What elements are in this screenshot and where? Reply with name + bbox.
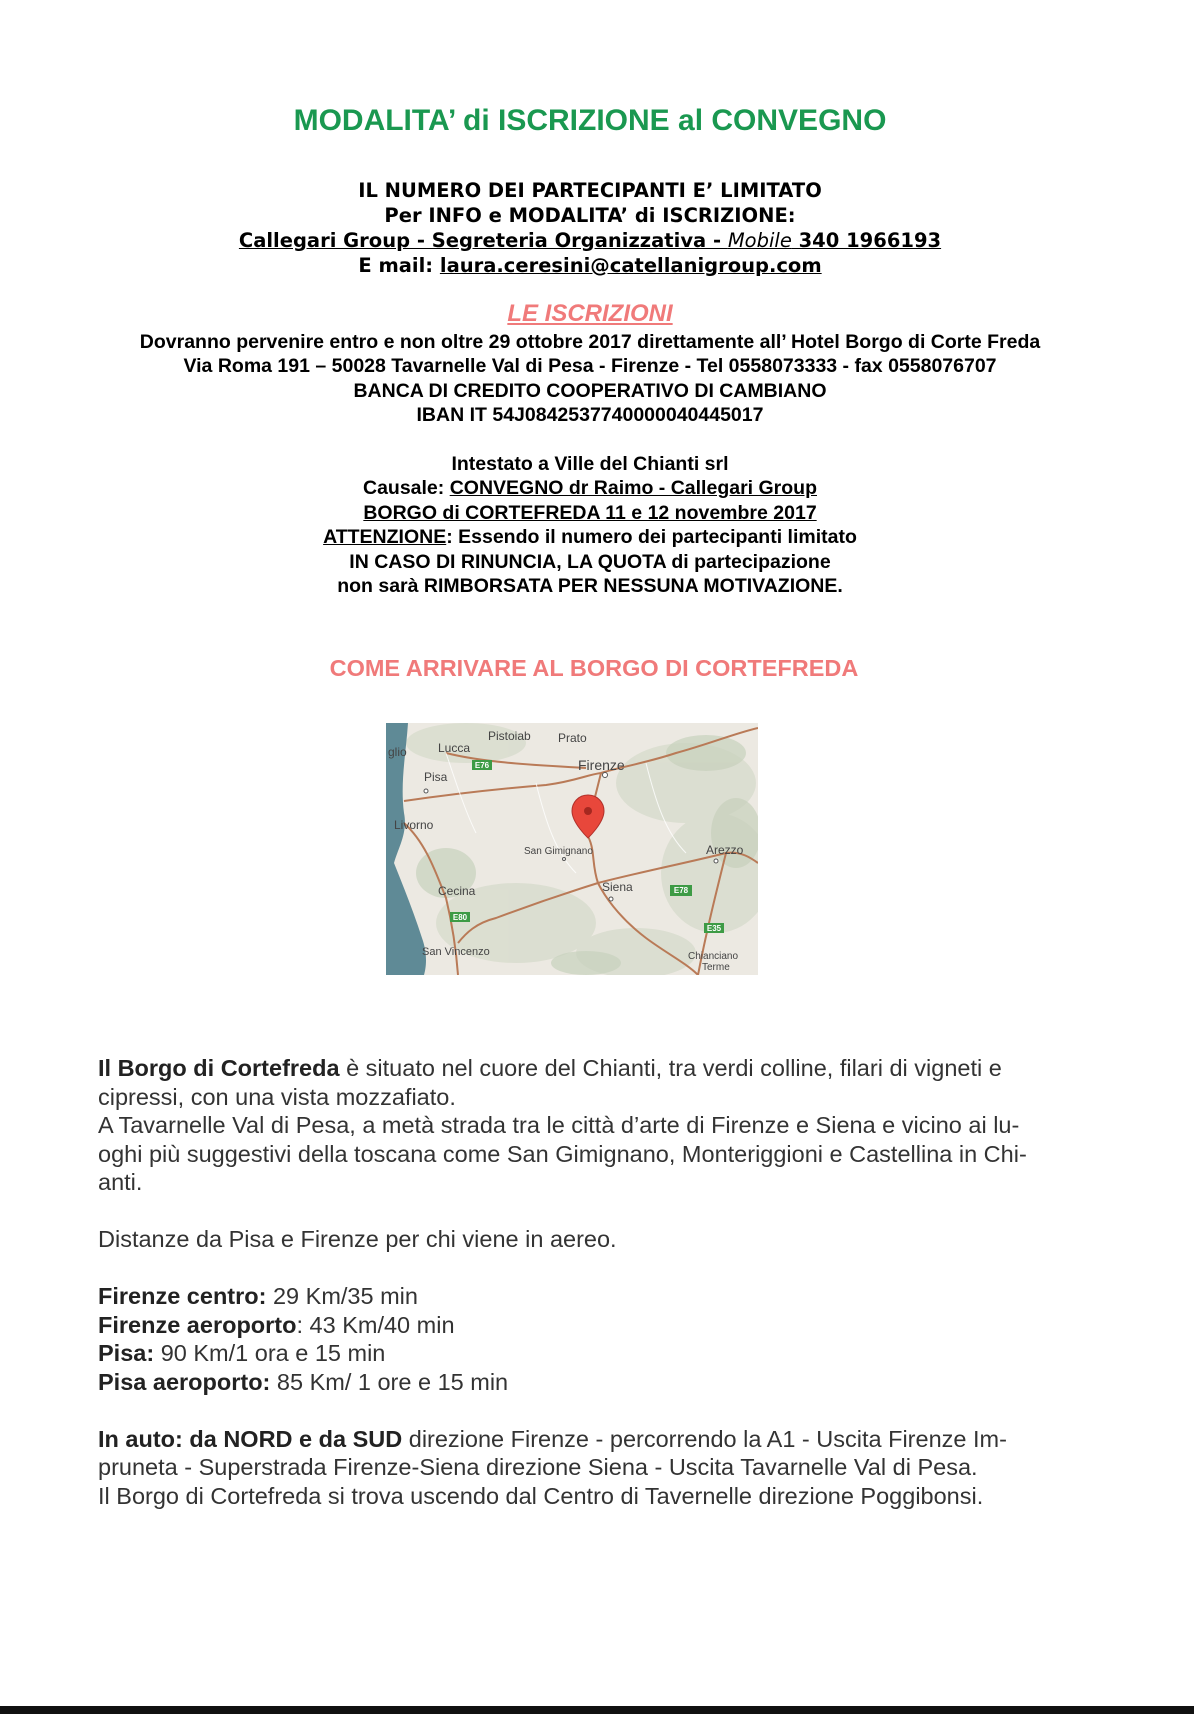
intro-text: è situato nel cuore del Chianti, tra verdi colline, filari di vigneti e (339, 1055, 1002, 1081)
organizer-name: Callegari Group - Segreteria Organizzativa - (238, 229, 728, 252)
map-label-glio: glio (388, 745, 407, 759)
distance-value: 90 Km/1 ora e 15 min (154, 1340, 386, 1366)
car-directions-label: In auto: da NORD e da SUD (98, 1425, 403, 1452)
map-label-arezzo: Arezzo (706, 843, 744, 857)
map-label-san-gimignano: San Gimignano (524, 846, 593, 857)
rinuncia-line-1: IN CASO DI RINUNCIA, LA QUOTA di partecipazione (349, 550, 831, 573)
spacer (98, 1254, 1098, 1283)
causale-value: CONVEGNO dr Raimo - Callegari Group (449, 477, 817, 500)
page-title: MODALITA’ di ISCRIZIONE al CONVEGNO (293, 104, 887, 137)
causale-label: Causale: (362, 477, 450, 500)
contact-info (0, 178, 1180, 278)
distances-intro: Distanze da Pisa e Firenze per chi viene in aereo. (98, 1226, 617, 1252)
map-label-san-vincenzo: San Vincenzo (422, 946, 490, 958)
map-label-firenze: Firenze (578, 757, 625, 773)
location-line-3: anti. (98, 1169, 143, 1195)
deadline-line: Dovranno pervenire entro e non oltre 29 ottobre 2017 direttamente all’ Hotel Borgo di Corte Freda (139, 331, 1041, 353)
attenzione-label: ATTENZIONE (323, 526, 447, 549)
intro-line-2: cipressi, con una vista mozzafiato. (98, 1083, 456, 1110)
distance-label: Pisa: (98, 1340, 155, 1366)
map-label-chianciano: Chianciano (688, 951, 739, 962)
email-link[interactable]: laura.ceresini@catellanigroup.com (439, 254, 822, 277)
iscrizioni-details (0, 330, 1180, 598)
location-map (386, 723, 758, 975)
spacer (0, 428, 1180, 452)
borgo-dates-line: BORGO di CORTEFREDA 11 e 12 novembre 2017 (363, 501, 817, 524)
map-label-livorno: Livorno (394, 818, 434, 832)
bottom-edge-bar (0, 1706, 1194, 1714)
participants-limited-notice: IL NUMERO DEI PARTECIPANTI E’ LIMITATO (358, 179, 822, 202)
borgo-name: Il Borgo di Cortefreda (98, 1055, 340, 1081)
email-line (0, 253, 1180, 278)
email-label: E mail: (358, 254, 440, 277)
iscrizioni-heading: LE ISCRIZIONI (507, 300, 673, 327)
mobile-label: Mobile (727, 229, 792, 252)
attenzione-text: : Essendo il numero dei partecipanti limitato (446, 526, 857, 549)
organizer-line (0, 228, 1180, 253)
iban: IBAN IT 54J0842537740000040445017 (416, 404, 764, 427)
map-label-terme: Terme (702, 962, 730, 973)
rinuncia-line-2: non sarà RIMBORSATA PER NESSUNA MOTIVAZIONE. (337, 575, 843, 598)
distance-pisa-aeroporto (98, 1368, 1098, 1397)
directions-heading: COME ARRIVARE AL BORGO DI CORTEFREDA (329, 655, 859, 681)
car-directions-line-1 (98, 1425, 1098, 1454)
svg-text:E76: E76 (474, 761, 490, 770)
map-label-siena: Siena (602, 880, 633, 894)
hotel-address-line: Via Roma 191 – 50028 Tavarnelle Val di Pesa - Firenze - Tel 0558073333 - fax 0558076707 (183, 355, 997, 378)
location-line-1: A Tavarnelle Val di Pesa, a metà strada tra le città d’arte di Firenze e Siena e vicino ai lu- (98, 1112, 1020, 1138)
intro-line-1 (98, 1054, 1098, 1083)
spacer (98, 1396, 1098, 1425)
distance-value: 85 Km/ 1 ore e 15 min (270, 1368, 509, 1395)
car-directions-line-2: pruneta - Superstrada Firenze-Siena direzione Siena - Uscita Tavarnelle Val di Pesa. (98, 1454, 978, 1480)
svg-text:E78: E78 (673, 886, 689, 895)
car-directions-line-3: Il Borgo di Cortefreda si trova uscendo dal Centro di Tavernelle direzione Poggibonsi. (98, 1482, 984, 1509)
distance-label: Pisa aeroporto: (98, 1368, 271, 1395)
info-heading: Per INFO e MODALITA’ di ISCRIZIONE: (384, 204, 796, 227)
mobile-number: 340 1966193 (791, 229, 942, 252)
map-label-pisa: Pisa (424, 770, 448, 784)
description-body (98, 1054, 1098, 1510)
car-directions-text: direzione Firenze - percorrendo la A1 - Uscita Firenze Im- (402, 1425, 1007, 1452)
location-line-2: oghi più suggestivi della toscana come San Gimignano, Monteriggioni e Castellina in Chi- (98, 1140, 1027, 1167)
map-label-lucca: Lucca (438, 741, 471, 755)
distance-label: Firenze centro: (98, 1283, 267, 1309)
map-label-cecina: Cecina (438, 884, 476, 898)
causale-line (0, 476, 1180, 500)
distance-pisa (98, 1339, 1098, 1368)
distance-label: Firenze aeroporto (98, 1311, 297, 1338)
map-label-prato: Prato (558, 731, 587, 745)
svg-text:E35: E35 (706, 924, 722, 933)
distance-firenze-centro (98, 1282, 1098, 1311)
attenzione-line (0, 525, 1180, 549)
distance-firenze-aeroporto (98, 1311, 1098, 1340)
bank-name: BANCA DI CREDITO COOPERATIVO DI CAMBIANO (353, 379, 827, 402)
spacer (98, 1197, 1098, 1226)
distance-value: : 43 Km/40 min (296, 1311, 455, 1338)
svg-text:E80: E80 (452, 913, 468, 922)
distance-value: 29 Km/35 min (266, 1283, 418, 1309)
intestato-line: Intestato a Ville del Chianti srl (451, 453, 729, 476)
map-label-pistoia: Pistoiab (488, 729, 531, 743)
